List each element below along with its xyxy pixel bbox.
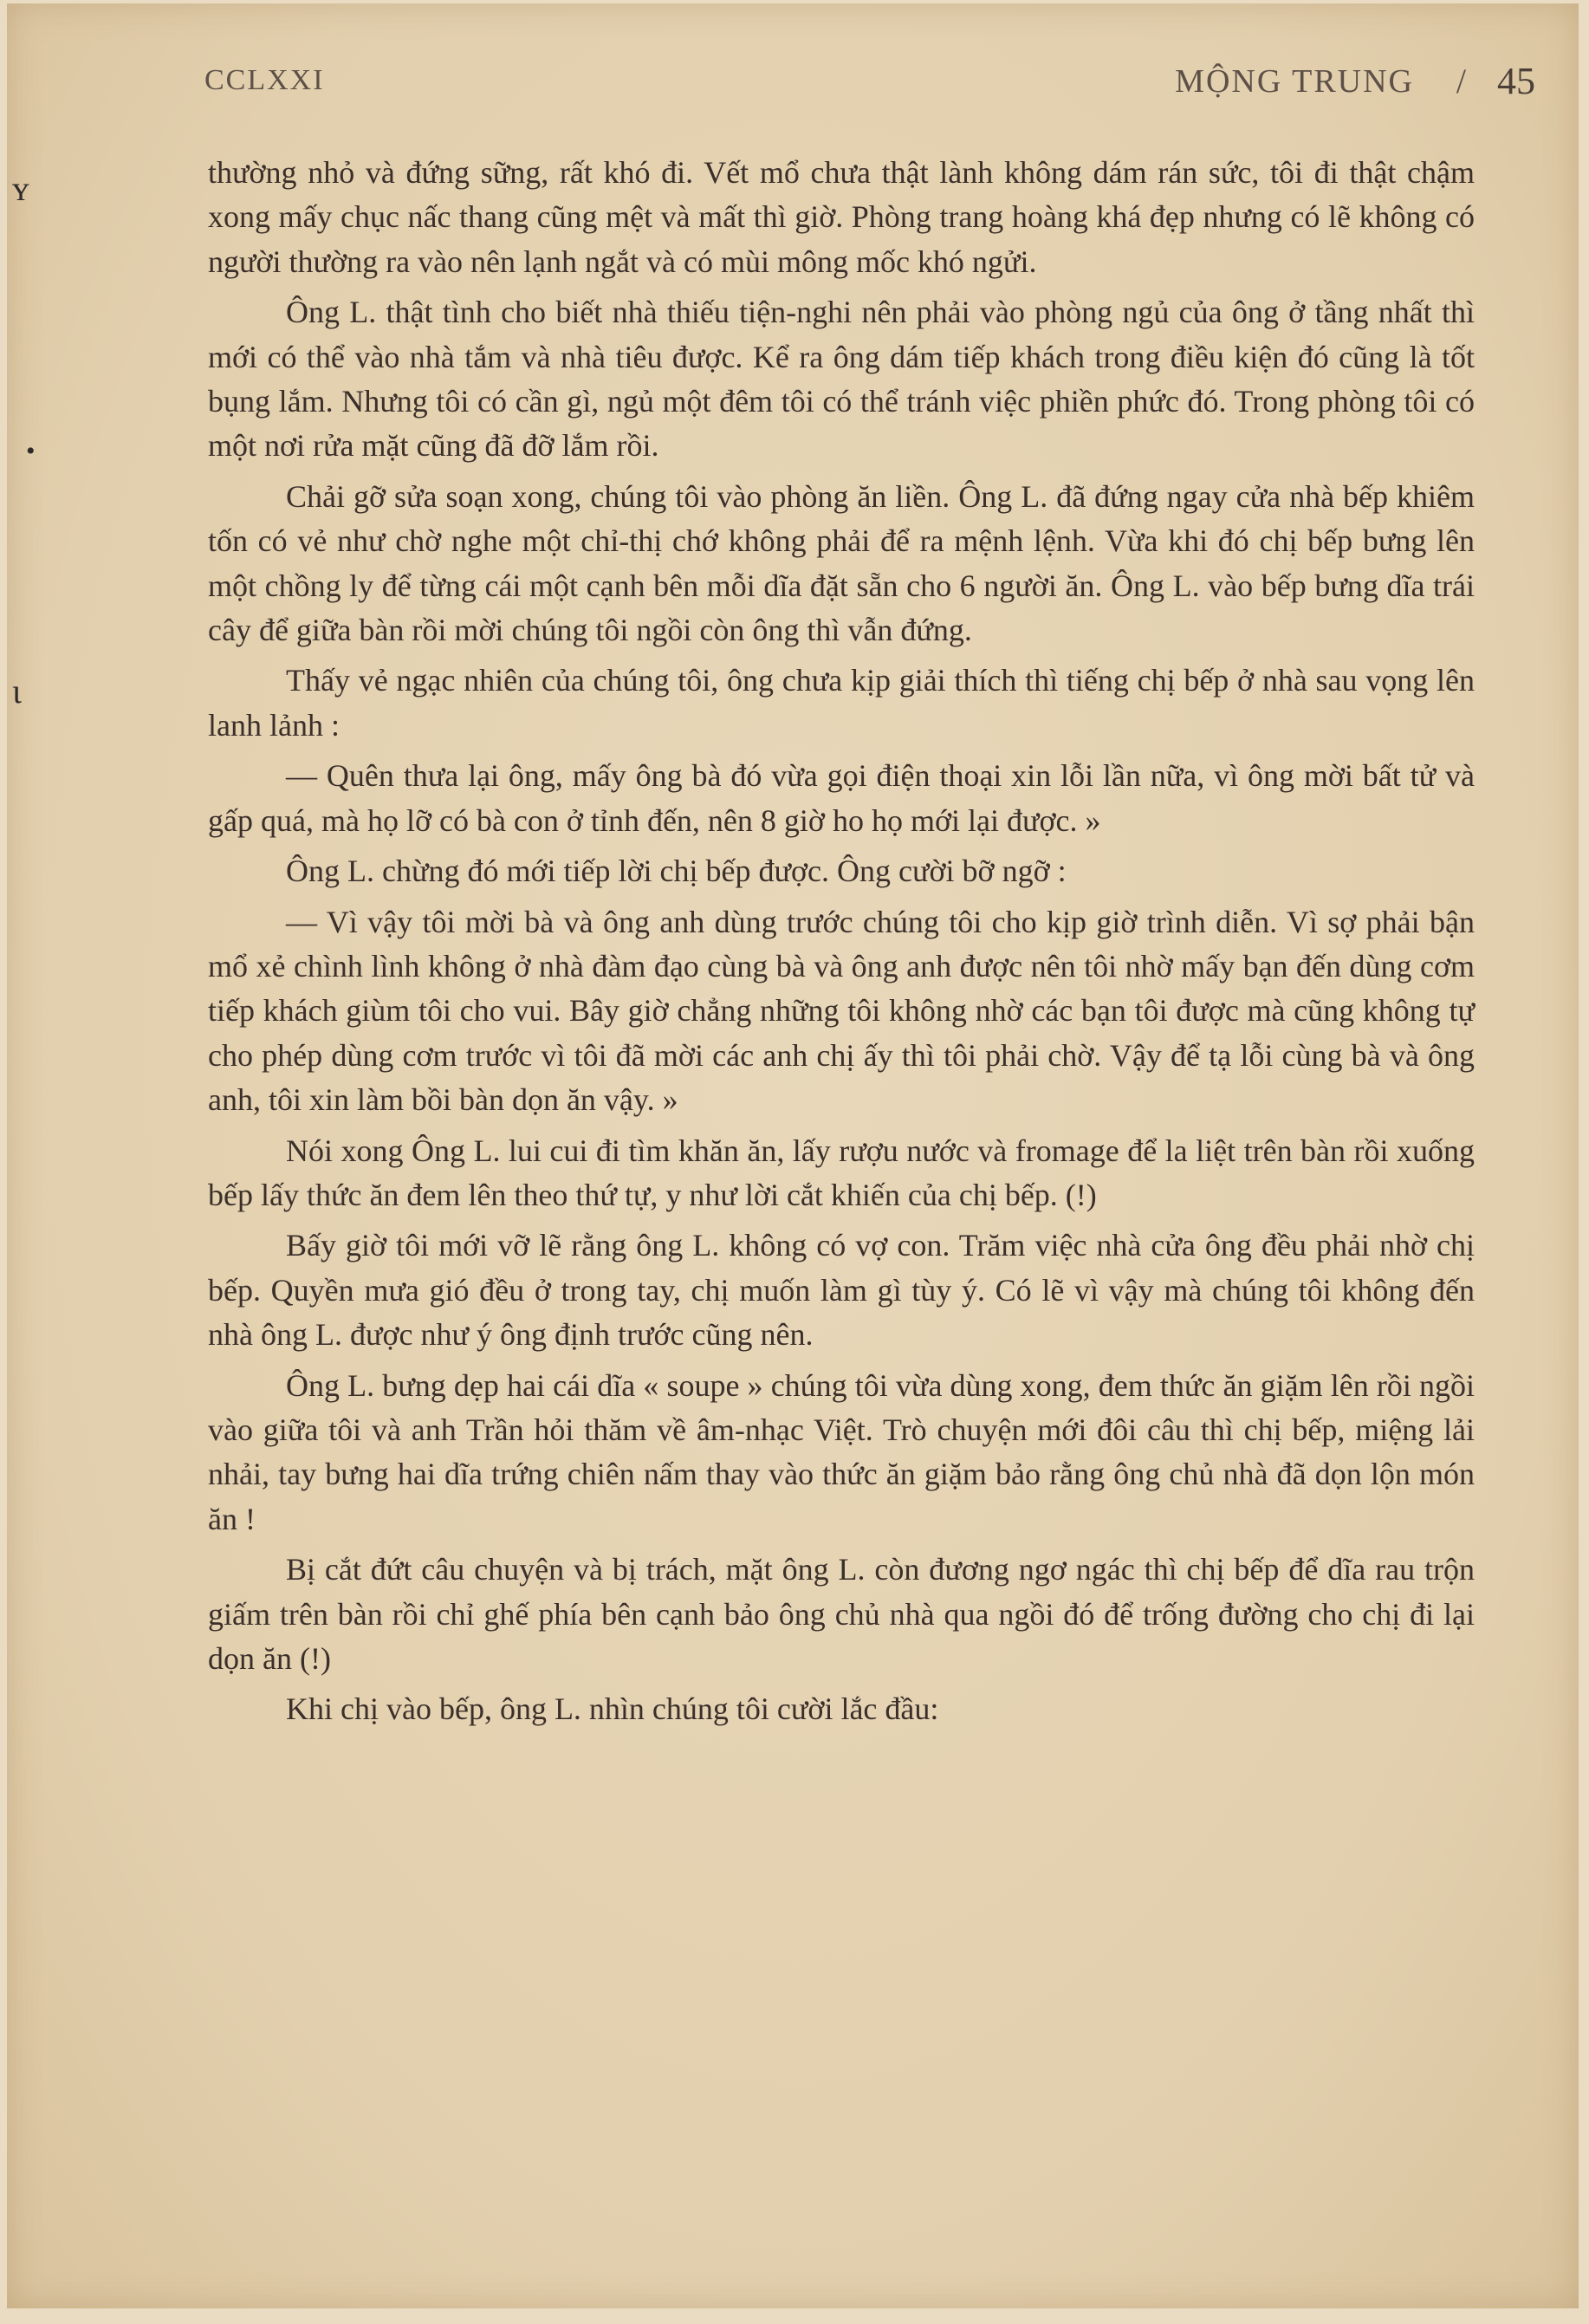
paragraph: Ông L. bưng dẹp hai cái dĩa « soupe » chúng tôi vừa dùng xong, đem thức ăn giặm lên rồi ngồi vào giữa tôi và anh Trần hỏi thăm về âm-nhạc Việt. Trò chuyện mới đôi câu thì chị bếp, miệng lải nhải, tay bưng hai dĩa trứng chiên nấm thay vào thức ăn giặm bảo rằng ông chủ nhà đã dọn lộn món ăn ! bbox=[208, 1367, 1475, 1536]
paragraph: Ông L. chừng đó mới tiếp lời chị bếp được. Ông cười bỡ ngỡ : bbox=[286, 854, 1067, 889]
binding-mark: ι bbox=[12, 672, 22, 711]
running-header bbox=[7, 57, 1579, 101]
paragraph: Khi chị vào bếp, ông L. nhìn chúng tôi cười lắc đầu: bbox=[286, 1691, 939, 1727]
page-number: 45 bbox=[1497, 60, 1535, 102]
paragraph: Bị cắt đứt câu chuyện và bị trách, mặt ông L. còn đương ngơ ngác thì chị bếp để dĩa rau trộn giấm trên bàn rồi chỉ ghế phía bên cạnh bảo ông chủ nhà qua ngồi đó để trống đường cho chị đi lại dọn ăn (!) bbox=[208, 1552, 1475, 1676]
binding-mark: • bbox=[26, 437, 36, 465]
body-text bbox=[208, 151, 1475, 1738]
paragraph: Chải gỡ sửa soạn xong, chúng tôi vào phòng ăn liền. Ông L. đã đứng ngay cửa nhà bếp khiêm tốn có vẻ như chờ nghe một chỉ-thị chớ không phải để ra mệnh lệnh. Vừa khi đó chị bếp bưng lên một chồng ly để từng cái một cạnh bên mỗi dĩa đặt sẵn cho 6 người ăn. Ông L. vào bếp bưng dĩa trái cây để giữa bàn rồi mời chúng tôi ngồi còn ông thì vẫn đứng. bbox=[208, 478, 1475, 648]
paragraph: Nói xong Ông L. lui cui đi tìm khăn ăn, lấy rượu nước và fromage để la liệt trên bàn rồi xuống bếp lấy thức ăn đem lên theo thứ tự, y như lời cắt khiến của chị bếp. (!) bbox=[208, 1133, 1475, 1212]
paragraph: — Quên thưa lại ông, mấy ông bà đó vừa gọi điện thoại xin lỗi lần nữa, vì ông mời bất tử và gấp quá, mà họ lỡ có bà con ở tỉnh đến, nên 8 giờ ho họ mới lại được. » bbox=[208, 758, 1475, 838]
book-page bbox=[7, 3, 1579, 2308]
paragraph: Thấy vẻ ngạc nhiên của chúng tôi, ông chưa kịp giải thích thì tiếng chị bếp ở nhà sau vọng lên lanh lảnh : bbox=[208, 663, 1475, 743]
paragraph: Bấy giờ tôi mới vỡ lẽ rằng ông L. không có vợ con. Trăm việc nhà cửa ông đều phải nhờ chị bếp. Quyền mưa gió đều ở trong tay, chị muốn làm gì tùy ý. Có lẽ vì vậy mà chúng tôi không đến nhà ông L. được như ý ông định trước cũng nên. bbox=[208, 1228, 1475, 1353]
paragraph: — Vì vậy tôi mời bà và ông anh dùng trước chúng tôi cho kịp giờ trình diễn. Vì sợ phải bận mổ xẻ chình lình không ở nhà đàm đạo cùng bà và ông anh được nên tôi nhờ mấy bạn đến dùng cơm tiếp khách giùm tôi cho vui. Bây giờ chẳng những tôi không nhờ các bạn tôi được mà cũng không tự cho phép dùng cơm trước vì tôi đã mời các anh chị ấy thì tôi phải chờ. Vậy để tạ lỗi cùng bà và ông anh, tôi xin làm bồi bàn dọn ăn vậy. » bbox=[208, 904, 1475, 1118]
paragraph: thường nhỏ và đứng sững, rất khó đi. Vết mổ chưa thật lành không dám rán sức, tôi đi thật chậm xong mấy chục nấc thang cũng mệt và mất thì giờ. Phòng trang hoàng khá đẹp nhưng có lẽ không có người thường ra vào nên lạnh ngắt và có mùi mông mốc khó ngửi. bbox=[208, 155, 1475, 279]
binding-mark: ʏ bbox=[12, 169, 29, 208]
header-separator: / bbox=[1456, 62, 1466, 101]
running-title: MỘNG TRUNG bbox=[1175, 63, 1414, 100]
chapter-marker: CCLXXI bbox=[204, 64, 325, 96]
paragraph: Ông L. thật tình cho biết nhà thiếu tiện-nghi nên phải vào phòng ngủ của ông ở tầng nhất thì mới có thể vào nhà tắm và nhà tiêu được. Kể ra ông dám tiếp khách trong điều kiện đó cũng là tốt bụng lắm. Nhưng tôi có cần gì, ngủ một đêm tôi có thể tránh việc phiền phức đó. Trong phòng tôi có một nơi rửa mặt cũng đã đỡ lắm rồi. bbox=[208, 295, 1475, 464]
